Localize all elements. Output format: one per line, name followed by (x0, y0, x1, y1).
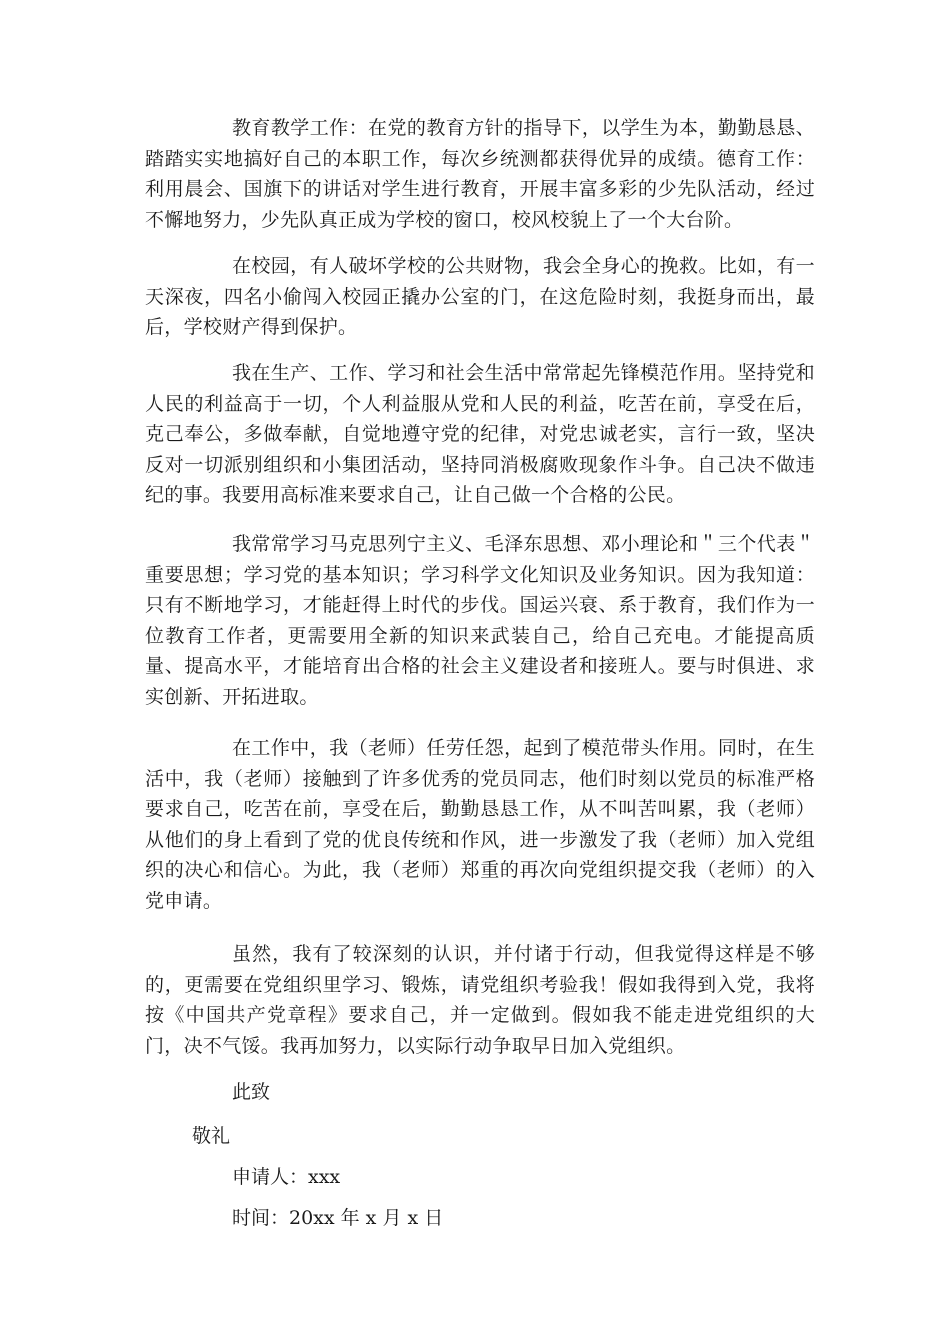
closing-phrase: 此致 (232, 1081, 271, 1103)
paragraph-work-example: 在工作中，我（老师）任劳任怨，起到了模范带头作用。同时，在生活中，我（老师）接触到了许多优秀的党员同志，他们时刻以党员的标准严格要求自己，吃苦在前，享受在后，勤勤恳恳工作，从不叫苦叫累，我（老师）从他们的身上看到了党的优良传统和作风，进一步激发了我（老师）加入党组织的决心和信心。为此，我（老师）郑重的再次向党组织提交我（老师）的入党申请。 (145, 737, 815, 912)
paragraph-vanguard-role: 我在生产、工作、学习和社会生活中常常起先锋模范作用。坚持党和人民的利益高于一切，个人利益服从党和人民的利益，吃苦在前，享受在后，克己奉公，多做奉献，自觉地遵守党的纪律，对党忠诚老实，言行一致，坚决反对一切派别组织和小集团活动，坚持同消极腐败现象作斗争。自己决不做违纪的事。我要用高标准来要求自己，让自己做一个合格的公民。 (145, 362, 815, 506)
salutation: 敬礼 (192, 1125, 231, 1147)
paragraph-resolution: 虽然，我有了较深刻的认识，并付诸于行动，但我觉得这样是不够的，更需要在党组织里学习、锻炼，请党组织考验我！假如我得到入党，我将按《中国共产党章程》要求自己，并一定做到。假如我不能走进党组织的大门，决不气馁。我再加努力，以实际行动争取早日加入党组织。 (145, 943, 815, 1057)
paragraph-teaching-work: 教育教学工作：在党的教育方针的指导下，以学生为本，勤勤恳恳、踏踏实实地搞好自己的本职工作，每次乡统测都获得优异的成绩。德育工作：利用晨会、国旗下的讲话对学生进行教育，开展丰富多彩的少先队活动，经过不懈地努力，少先队真正成为学校的窗口，校风校貌上了一个大台阶。 (145, 117, 815, 231)
paragraph-protect-property: 在校园，有人破坏学校的公共财物，我会全身心的挽救。比如，有一天深夜，四名小偷闯入校园正撬办公室的门，在这危险时刻，我挺身而出，最后，学校财产得到保护。 (145, 255, 815, 338)
applicant-signature: 申请人：xxx (232, 1166, 341, 1188)
paragraph-study: 我常常学习马克思列宁主义、毛泽东思想、邓小理论和＂三个代表＂重要思想；学习党的基本知识；学习科学文化知识及业务知识。因为我知道：只有不断地学习，才能赶得上时代的步伐。国运兴衰、系于教育，我们作为一位教育工作者，更需要用全新的知识来武装自己，给自己充电。才能提高质量、提高水平，才能培育出合格的社会主义建设者和接班人。要与时俱进、求实创新、开拓进取。 (145, 533, 815, 708)
application-date: 时间：20xx 年 x 月 x 日 (232, 1207, 444, 1229)
